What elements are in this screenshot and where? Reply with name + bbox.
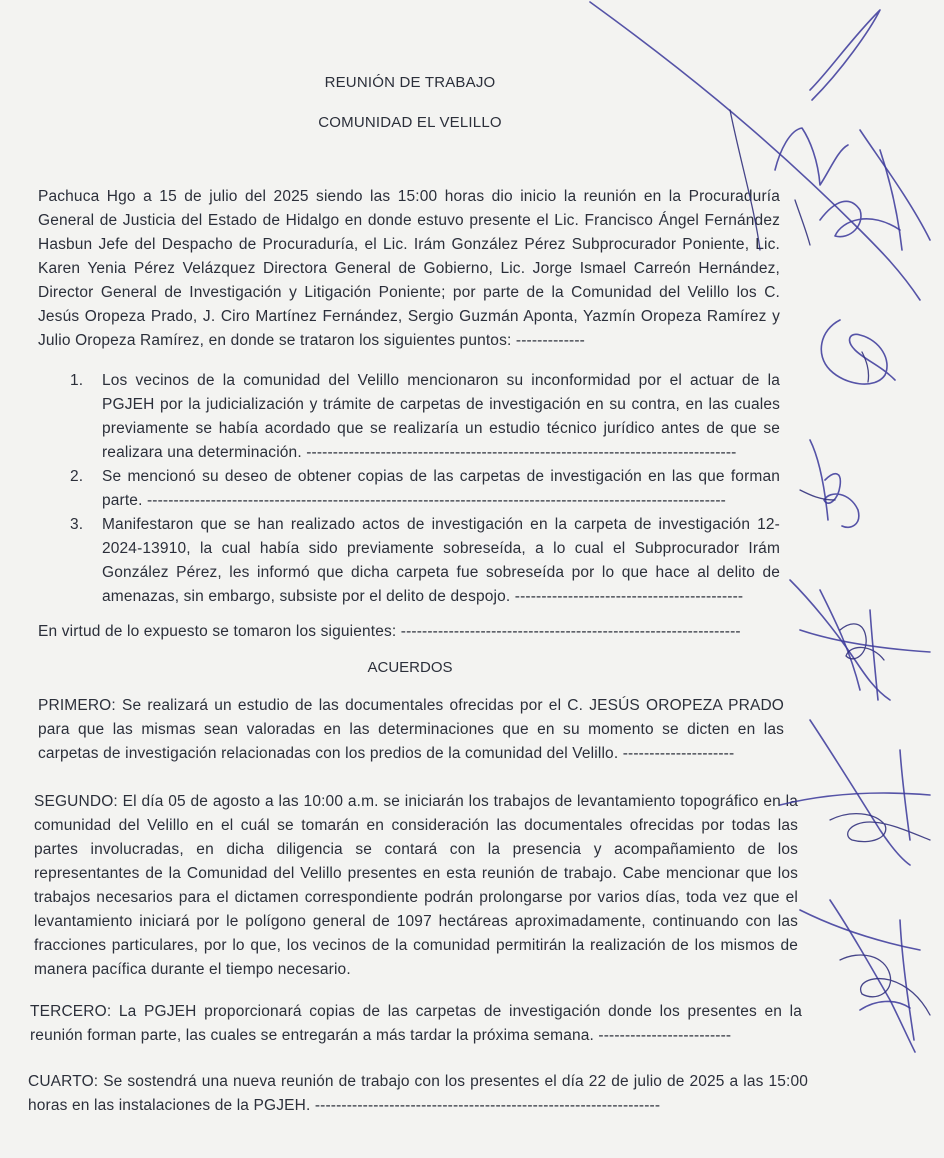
agreement-primero: PRIMERO: Se realizará un estudio de las documentales ofrecidas por el C. JESÚS OROPEZA PRADO para que las mismas sean valoradas en las determinaciones que en su momento se dicten en las carpetas de investigación relacionadas con los predios de la comunidad del Velillo. --------------------- — [38, 697, 784, 762]
agreement-segundo: SEGUNDO: El día 05 de agosto a las 10:00 a.m. se iniciarán los trabajos de levantamiento topográfico en la comunidad del Velillo en el cuál se tomarán en consideración las documentales ofrecidas por todas las partes involucradas, en dicha diligencia se contará con la presencia y acompañamiento de los representantes de la Comunidad del Velillo presentes en esta reunión de trabajo. Cabe mencionar que los trabajos necesarios para el dictamen correspondiente podrán prolongarse por varios días, toda vez que el levantamiento iniciará por le polígono general de 1097 hectáreas aproximadamente, continuando con las fracciones particulares, por lo que, los vecinos de la comunidad permitirán la realización de los mismos de manera pacífica durante el tiempo necesario. — [34, 793, 798, 978]
acuerdos-heading: ACUERDOS — [367, 659, 453, 676]
list-item-number: 3. — [70, 516, 84, 533]
document-subtitle: COMUNIDAD EL VELILLO — [318, 114, 502, 131]
agreement-cuarto: CUARTO: Se sostendrá una nueva reunión de trabajo con los presentes el día 22 de julio de 2025 a las 15:00 horas en las instalaciones de la PGJEH. ----------------------------------------------------------------- — [28, 1073, 808, 1114]
list-item — [70, 513, 780, 609]
list-item — [70, 369, 780, 465]
signature-4 — [780, 560, 940, 710]
agreement-tercero: TERCERO: La PGJEH proporcionará copias de las carpetas de investigación donde los presentes en la reunión forman parte, las cuales se entregarán a más tardar la próxima semana. ------------------------- — [30, 1003, 802, 1044]
list-item-text: Se mencionó su deseo de obtener copias de las carpetas de investigación en las que forman parte. ------------------------------------------------------------------------------------------------------------- — [102, 468, 780, 509]
intro-paragraph: Pachuca Hgo a 15 de julio del 2025 siendo las 15:00 horas dio inicio la reunión en la Procuraduría General de Justicia del Estado de Hidalgo en donde estuvo presente el Lic. Francisco Ángel Fernández Hasbun Jefe del Despacho de Procuraduría, el Lic. Irám González Pérez Subprocurador Poniente, Lic. Karen Yenia Pérez Velázquez Directora General de Gobierno, Lic. Jorge Ismael Carreón Hernández, Director General de Investigación y Litigación Poniente; por parte de la Comunidad del Velillo los C. Jesús Oropeza Prado, J. Ciro Martínez Fernández, Sergio Guzmán Aponta, Yazmín Oropeza Ramírez y Julio Oropeza Ramírez, en donde se trataron los siguientes puntos: ------------- — [38, 188, 780, 349]
list-item-text: Los vecinos de la comunidad del Velillo mencionaron su inconformidad por el actuar de la PGJEH por la judicialización y trámite de carpetas de investigación en su contra, en las cuales previamente se había acordado que se realizaría un estudio técnico jurídico antes de que se realizara una determinación. --------------------------------------------------------------------------------- — [102, 372, 780, 461]
list-item-number: 2. — [70, 468, 84, 485]
signature-2 — [800, 310, 910, 400]
document-title: REUNIÓN DE TRABAJO — [324, 74, 496, 91]
virtud-paragraph: En virtud de lo expuesto se tomaron los siguientes: ---------------------------------------------------------------- — [38, 623, 741, 640]
list-item-number: 1. — [70, 372, 84, 389]
points-list — [70, 369, 780, 609]
list-item — [70, 465, 780, 513]
signature-3 — [780, 430, 890, 550]
signature-6 — [790, 880, 940, 1060]
list-item-text: Manifestaron que se han realizado actos de investigación en la carpeta de investigación 12-2024-13910, la cual había sido previamente sobreseída, a lo cual el Subprocurador Irám González Pérez, les informó que dicha carpeta fue sobreseída por lo que hace al delito de amenazas, sin embargo, subsiste por el delito de despojo. ------------------------------------------- — [102, 516, 780, 605]
